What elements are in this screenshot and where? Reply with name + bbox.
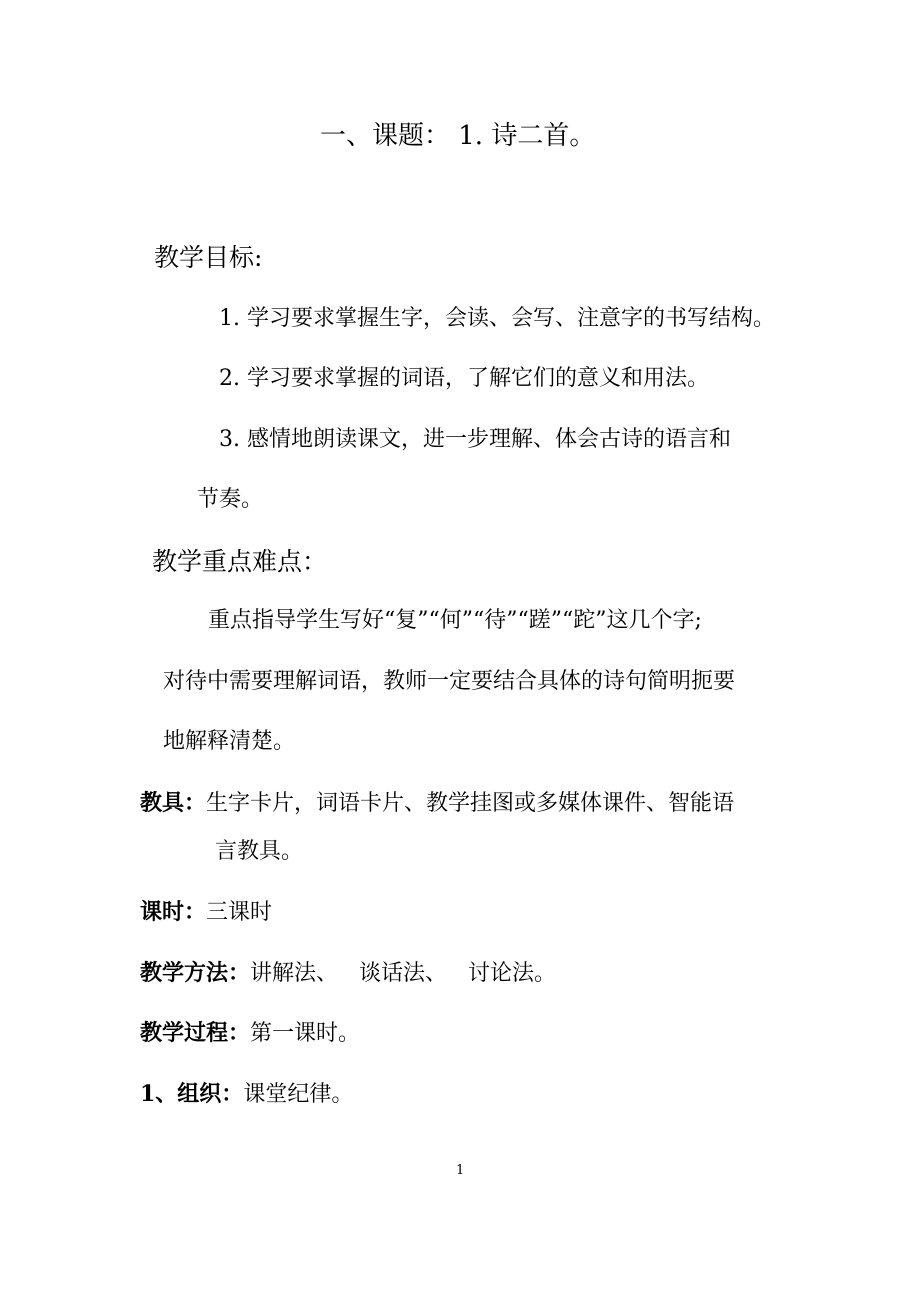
methods-label: 教学方法： [140,960,251,986]
keypoints-line-1: 重点指导学生写好“复”“何”“待”“蹉”“跎”这几个字; [208,608,702,633]
hours-line [140,901,272,924]
process-label: 教学过程： [140,1020,251,1046]
tools-line-2: 言教具。 [215,839,304,864]
organize-label: 1、组织： [140,1081,244,1107]
organize-value: 课堂纪律。 [243,1082,354,1107]
tools-value: 生字卡片，词语卡片、教学挂图或多媒体课件、智能语 [206,791,735,816]
goal-item-3-continued: 节奏。 [197,487,264,512]
tools-label: 教具： [140,790,207,816]
goal-item-2: 2. 学习要求掌握的词语，了解它们的意义和用法。 [219,366,709,391]
page-number: 1 [456,1163,465,1178]
organize-line [140,1083,353,1106]
tools-line [140,792,734,815]
goals-heading: 教学目标: [154,243,263,272]
methods-value: 讲解法、 谈话法、 讨论法。 [250,961,556,986]
lesson-title: 一、课题： 1. 诗二首。 [320,121,596,151]
goal-item-1: 1. 学习要求掌握生字，会读、会写、注意字的书写结构。 [219,306,775,331]
keypoints-heading: 教学重点难点： [152,547,328,576]
keypoints-line-2: 对待中需要理解词语，教师一定要结合具体的诗句简明扼要 [163,669,736,694]
process-line [140,1022,360,1045]
methods-line [140,962,556,985]
hours-label: 课时： [140,899,207,925]
hours-value: 三课时 [206,900,273,925]
keypoints-line-3: 地解释清楚。 [163,729,296,754]
goal-item-3: 3. 感情地朗读课文，进一步理解、体会古诗的语言和 [219,427,731,452]
process-value: 第一课时。 [250,1021,361,1046]
